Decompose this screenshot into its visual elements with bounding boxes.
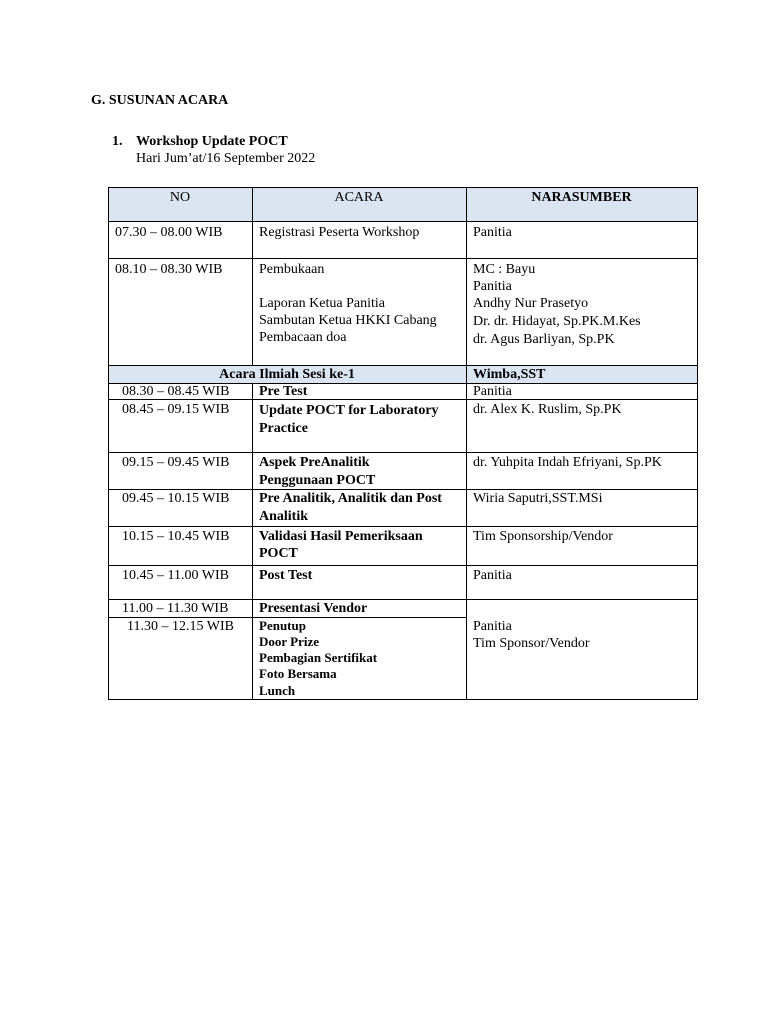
section-heading: G. SUSUNAN ACARA xyxy=(91,93,229,108)
row-acara: Registrasi Peserta Workshop xyxy=(259,225,420,240)
row-acara: Practice xyxy=(259,421,308,436)
row-acara: Door Prize xyxy=(259,634,320,649)
row-acara: Update POCT for Laboratory xyxy=(259,403,439,418)
row-acara: Pre Analitik, Analitik dan Post xyxy=(259,491,442,506)
row-time: 08.30 – 08.45 WIB xyxy=(122,384,230,399)
row-time: 07.30 – 08.00 WIB xyxy=(115,225,223,240)
session-speaker: Wimba,SST xyxy=(473,367,546,382)
header-no: NO xyxy=(169,190,191,205)
row-narasumber: Panitia xyxy=(473,384,512,399)
row-narasumber: dr. Agus Barliyan, Sp.PK xyxy=(473,332,615,347)
row-acara: Laporan Ketua Panitia xyxy=(259,296,385,311)
row-time: 10.15 – 10.45 WIB xyxy=(122,529,230,544)
row-time: 08.10 – 08.30 WIB xyxy=(115,262,223,277)
row-time: 11.00 – 11.30 WIB xyxy=(122,601,229,616)
row-acara: Aspek PreAnalitik xyxy=(259,455,370,470)
subsection-title: Workshop Update POCT xyxy=(136,134,288,149)
row-acara: Foto Bersama xyxy=(259,666,337,681)
row-acara: Presentasi Vendor xyxy=(259,601,368,616)
row-time: 11.30 – 12.15 WIB xyxy=(127,619,234,634)
row-acara: Sambutan Ketua HKKI Cabang xyxy=(259,313,437,328)
row-acara: Analitik xyxy=(259,509,309,524)
row-acara: Validasi Hasil Pemeriksaan xyxy=(259,529,423,544)
row-narasumber: Panitia xyxy=(473,225,512,240)
row-acara: Lunch xyxy=(259,683,296,698)
row-acara: Penggunaan POCT xyxy=(259,473,376,488)
row-acara: Post Test xyxy=(259,568,313,583)
row-narasumber: Panitia xyxy=(473,279,512,294)
row-narasumber: Panitia xyxy=(473,568,512,583)
row-time: 08.45 – 09.15 WIB xyxy=(122,402,230,417)
row-acara: Penutup xyxy=(259,618,306,633)
row-acara: Pembukaan xyxy=(259,262,325,277)
row-time: 09.15 – 09.45 WIB xyxy=(122,455,230,470)
row-narasumber: Wiria Saputri,SST.MSi xyxy=(473,491,603,506)
row-acara: Pembagian Sertifikat xyxy=(259,650,378,665)
header-narasumber: NARASUMBER xyxy=(531,190,632,205)
merged-narasumber: Panitia xyxy=(473,619,512,634)
row-narasumber: MC : Bayu xyxy=(473,262,536,277)
row-narasumber: Andhy Nur Prasetyo xyxy=(473,296,589,311)
subsection-number: 1. xyxy=(112,134,123,149)
header-acara: ACARA xyxy=(334,190,384,205)
merged-narasumber: Tim Sponsor/Vendor xyxy=(473,636,590,651)
subsection-date: Hari Jum’at/16 September 2022 xyxy=(136,151,316,166)
row-narasumber: dr. Yuhpita Indah Efriyani, Sp.PK xyxy=(473,455,662,470)
row-narasumber: Dr. dr. Hidayat, Sp.PK.M.Kes xyxy=(473,314,641,329)
row-acara: Pembacaan doa xyxy=(259,330,347,345)
row-narasumber: dr. Alex K. Ruslim, Sp.PK xyxy=(473,402,622,417)
row-time: 09.45 – 10.15 WIB xyxy=(122,491,230,506)
row-acara: Pre Test xyxy=(259,384,308,399)
session-label: Acara Ilmiah Sesi ke-1 xyxy=(219,367,355,382)
row-time: 10.45 – 11.00 WIB xyxy=(122,568,229,583)
row-acara: POCT xyxy=(259,546,298,561)
row-narasumber: Tim Sponsorship/Vendor xyxy=(473,529,613,544)
